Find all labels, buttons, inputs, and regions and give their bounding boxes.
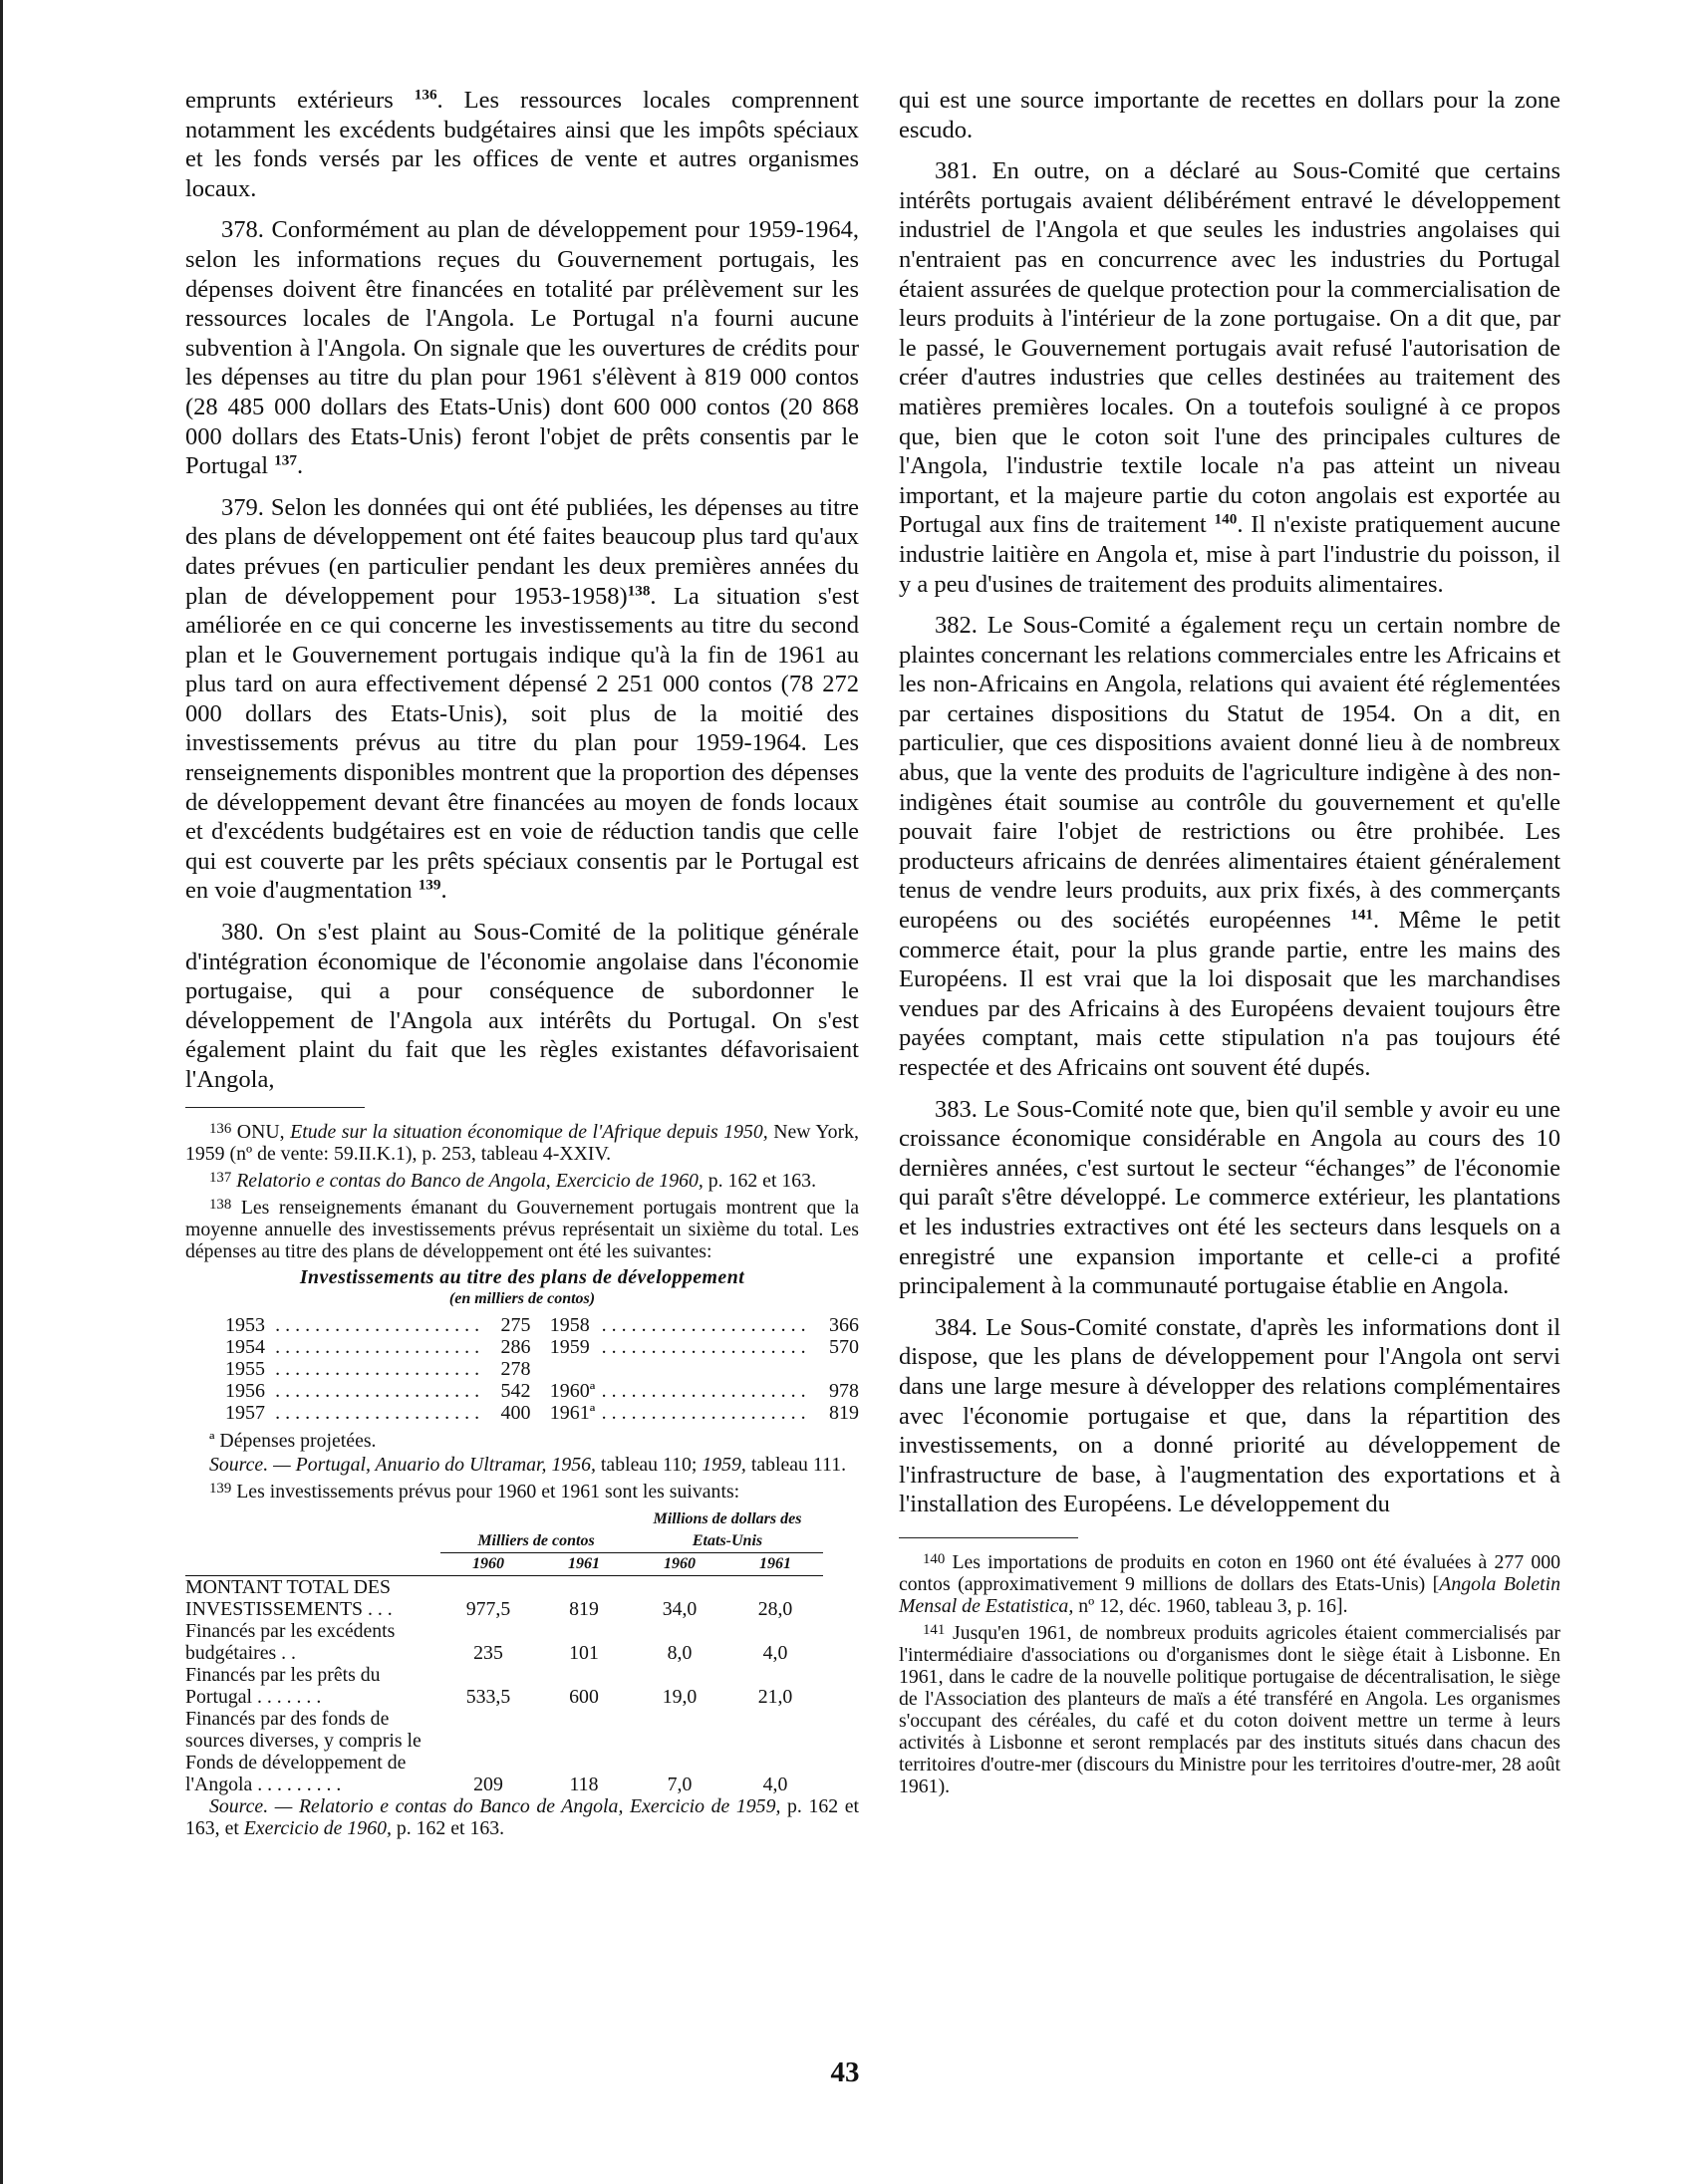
year-cell: 1959 xyxy=(549,1336,590,1359)
year-header: 1960 xyxy=(632,1553,727,1576)
footnote-ref[interactable]: 136 xyxy=(414,86,437,104)
footnotes-left xyxy=(185,1107,859,1840)
value-cell: 4,0 xyxy=(762,1642,788,1665)
value-cell: 275 xyxy=(500,1314,531,1337)
footnote-ref[interactable]: 140 xyxy=(1214,510,1238,528)
leader-dots: . . . . . . . . . . . . . . . . . . . . . xyxy=(601,1314,806,1337)
value-cell: 19,0 xyxy=(662,1686,698,1709)
spacer xyxy=(530,1314,549,1336)
footnote-136: $^{136}$ ONU, Etude sur la situation économique de l'Afrique depuis 1950, New York, 1959 (nº de vente: 59.II.K.1), p. 253, tableau 4-XXIV. xyxy=(185,1120,859,1165)
value-cell: 819 xyxy=(569,1598,599,1621)
spacer xyxy=(530,1402,549,1424)
table-row xyxy=(225,1380,859,1402)
paragraph-383: 383. Le Sous-Comité note que, bien qu'il semble y avoir eu une croissance économique considérable en Angola au cours des 10 dernières années, c'est surtout le secteur “échanges” de l'économie qui paraît s'être développé. Le commerce extérieur, les plantations et les industries extractives ont été les secteurs dans lesquels on a enregistré une expansion importante et celle-ci a profité principalement à la communauté portugaise établie en Angola. xyxy=(899,1095,1560,1300)
value-cell: 4,0 xyxy=(762,1774,788,1796)
value-cell: 278 xyxy=(500,1358,531,1381)
value-cell: 8,0 xyxy=(667,1642,693,1665)
footnote-138: $^{138}$ Les renseignements émanant du Gouvernement portugais montrent que la moyenne annuelle des investissements prévus représentait un sixième du total. Les dépenses au titre des plans de développement ont été les suivantes: xyxy=(185,1196,859,1263)
planned-investments-table xyxy=(185,1508,823,1795)
year-cell: 1954 xyxy=(225,1336,265,1359)
table-row xyxy=(225,1358,859,1380)
leader-dots: . . . . . . . . . . . . . . . . . . . . . xyxy=(275,1402,480,1425)
value-cell: 819 xyxy=(829,1402,859,1425)
right-column xyxy=(899,86,1560,1799)
value-cell: 542 xyxy=(500,1380,531,1403)
footnote-rule xyxy=(185,1107,365,1108)
row-label: Financés par les prêts du Portugal . . . . . . . xyxy=(185,1664,381,1709)
value-cell: 21,0 xyxy=(757,1686,793,1709)
paragraph-continued-right: qui est une source importante de recettes en dollars pour la zone escudo. xyxy=(899,87,1560,143)
header-dollars: Millions de dollars des Etats-Unis xyxy=(632,1508,823,1553)
paragraph-continued: emprunts extérieurs $^{136}$. Les ressources locales comprennent notamment les excédents budgétaires ainsi que les impôts spéciaux et les fonds versés par les offices de vente et autres organismes locaux. xyxy=(185,86,859,202)
table1-title: Investissements au titre des plans de développement xyxy=(299,1266,745,1289)
leader-dots: . . . . . . . . . . . . . . . . . . . . . xyxy=(275,1336,480,1359)
header-contos: Milliers de contos xyxy=(440,1508,632,1553)
footnote-ref[interactable]: 139 xyxy=(418,877,441,895)
value-cell: 977,5 xyxy=(465,1598,511,1621)
year-cell: 1955 xyxy=(225,1358,265,1381)
value-cell: 209 xyxy=(473,1774,503,1796)
value-cell: 235 xyxy=(473,1642,503,1665)
investment-table xyxy=(225,1314,859,1424)
paragraph-379: 379. Selon les données qui ont été publiées, les dépenses au titre des plans de développement ont été faites beaucoup plus tard qu'aux dates prévues (en particulier pendant les deux premières années du plan de développement pour 1953-1958)$^{138}$. La situation s'est améliorée en ce qui concerne les investissements au titre du second plan et le Gouvernement portugais indique qu'à la fin de 1961 au plus tard on aura effectivement dépensé 2 251 000 contos (78 272 000 dollars des Etats-Unis), soit plus de la moitié des investissements prévus au titre du plan pour 1959-1964. Les renseignements disponibles montrent que la proportion des dépenses de développement devant être financées au moyen de fonds locaux et d'excédents budgétaires est en voie de réduction tandis que celle qui est couverte par les prêts spéciaux consentis par le Portugal est en voie d'augmentation $^{139}$. xyxy=(185,493,860,905)
row-label: Financés par des fonds de sources diverses, y compris le Fonds de développement de l'Angola . . . . . . . . . xyxy=(185,1708,422,1796)
value-cell: 570 xyxy=(829,1336,859,1359)
footnote-141: $^{141}$ Jusqu'en 1961, de nombreux produits agricoles étaient commercialisés par l'intermédiaire d'associations ou d'organismes dont le siège était à Lisbonne. En 1961, dans le cadre de la nouvelle politique portugaise de décentralisation, le siège de l'Association des planteurs de maïs a été transféré en Angola. Les organismes s'occupant des céréales, du café et du coton doivent mettre un terme à leurs activités à Lisbonne et seront remplacés par des instituts situés dans chacun des territoires d'outre-mer (discours du Ministre pour les territoires d'outre-mer, 28 août 1961). xyxy=(899,1622,1561,1798)
value-cell: 400 xyxy=(500,1402,531,1425)
year-cell: 1957 xyxy=(225,1402,265,1425)
table1-subtitle: (en milliers de contos) xyxy=(448,1290,596,1308)
value-cell: 286 xyxy=(500,1336,531,1359)
table-row xyxy=(225,1402,859,1424)
leader-dots: . . . . . . . . . . . . . . . . . . . . . xyxy=(601,1336,806,1359)
year-cell: 1961ª xyxy=(549,1402,596,1425)
value-cell: 978 xyxy=(829,1380,859,1403)
table-row xyxy=(185,1708,823,1795)
page-number: 43 xyxy=(830,2056,860,2088)
leader-dots: . . . . . . . . . . . . . . . . . . . . . xyxy=(275,1380,480,1403)
table-row xyxy=(185,1576,823,1621)
row-label: Financés par les excédents budgétaires . . xyxy=(185,1620,396,1665)
footnote-ref[interactable]: 138 xyxy=(627,582,651,600)
year-cell: 1956 xyxy=(225,1380,265,1403)
table1-note: ª Dépenses projetées. xyxy=(209,1430,377,1453)
year-header: 1961 xyxy=(536,1553,632,1576)
table-row xyxy=(225,1314,859,1336)
table2-source: Source. — Relatorio e contas do Banco de Angola, Exercicio de 1959, p. 162 et 163, et Exercicio de 1960, p. 162 et 163. xyxy=(185,1795,860,1840)
value-cell xyxy=(806,1358,859,1380)
table1-source: Source. — Portugal, Anuario do Ultramar, 1956, tableau 110; 1959, tableau 111. xyxy=(209,1454,847,1477)
spacer xyxy=(530,1336,549,1358)
spacer xyxy=(530,1380,549,1402)
table-row xyxy=(185,1620,823,1664)
footnote-ref[interactable]: 141 xyxy=(1350,906,1373,924)
footnote-137: $^{137}$ Relatorio e contas do Banco de Angola, Exercicio de 1960, p. 162 et 163. xyxy=(209,1169,817,1192)
footnote-rule xyxy=(899,1537,1078,1538)
year-cell: 1958 xyxy=(549,1314,590,1337)
value-cell: 7,0 xyxy=(667,1774,693,1796)
value-cell: 366 xyxy=(829,1314,859,1337)
paragraph-382: 382. Le Sous-Comité a également reçu un certain nombre de plaintes concernant les relations commerciales entre les Africains et les non-Africains en Angola, relations qui avaient été réglementées par certaines dispositions du Statut de 1954. On a dit, en particulier, que ces dispositions avaient donné lieu à de nombreux abus, que la vente des produits de l'agriculture indigène à des non-indigènes était soumise au contrôle du gouvernement et qu'elle pouvait faire l'objet de restrictions ou être prohibée. Les producteurs africains de denrées alimentaires étaient généralement tenus de vendre leurs produits, aux prix fixés, à des commerçants européens ou des sociétés européennes $^{141}$. Même le petit commerce était, pour la plus grande partie, entre les mains des Européens. Il est vrai que la loi disposait que les marchandises vendues par des Africains à des Européens devaient toujours être payées comptant, mais cette stipulation n'a pas toujours été respectée et des Africains ont souvent été dupés. xyxy=(899,612,1560,1081)
value-cell: 118 xyxy=(569,1774,599,1796)
footnote-ref[interactable]: 137 xyxy=(274,451,297,469)
year-cell xyxy=(550,1358,602,1380)
paragraph-384: 384. Le Sous-Comité constate, d'après les informations dont il dispose, que les plans de développement pour l'Angola ont servi dans une large mesure à développer des relations complémentaires avec l'économie portugaise et que, dans la répartition des investissements, on a donné priorité au développement de l'infrastructure de base, à l'augmentation des exportations et à l'installation des Européens. Le développement du xyxy=(899,1313,1560,1518)
leader-dots: . . . . . . . . . . . . . . . . . . . . . xyxy=(601,1402,806,1425)
paragraph-381: 381. En outre, on a déclaré au Sous-Comité que certains intérêts portugais avaient délibérément entravé le développement industriel de l'Angola et que seules les industries angolaises qui n'entraient pas en concurrence avec les industries du Portugal étaient assurées de quelque protection pour la commercialisation de leurs produits à l'intérieur de la zone portugaise. On a dit que, par le passé, le Gouvernement portugais avait refusé l'autorisation de créer d'autres industries que celles destinées au traitement des matières premières locales. On a toutefois souligné à ce propos que, bien que le coton soit l'une des principales cultures de l'Angola, l'industrie textile locale n'a pas atteint un niveau important, et la majeure partie du coton angolais est exportée au Portugal aux fins de traitement $^{140}$. Il n'existe pratiquement aucune industrie laitière en Angola et, mise à part l'industrie du poisson, il y a peu d'usines de traitement des produits alimentaires. xyxy=(899,157,1560,598)
year-cell: 1953 xyxy=(225,1314,265,1337)
value-cell: 101 xyxy=(569,1642,599,1665)
value-cell: 28,0 xyxy=(757,1598,793,1621)
value-cell: 34,0 xyxy=(662,1598,698,1621)
year-header: 1961 xyxy=(727,1553,823,1576)
footnote-140: $^{140}$ Les importations de produits en coton en 1960 ont été évaluées à 277 000 contos (approximativement 9 millions de dollars des Etats-Unis) [Angola Boletin Mensal de Estatistica, nº 12, déc. 1960, tableau 3, p. 16]. xyxy=(899,1550,1561,1618)
leader-dots: . . . . . . . . . . . . . . . . . . . . . xyxy=(275,1314,480,1337)
leader-dots: . . . . . . . . . . . . . . . . . . . . . xyxy=(275,1358,480,1381)
left-column xyxy=(185,86,859,1841)
paragraph-378: 378. Conformément au plan de développement pour 1959-1964, selon les informations reçues du Gouvernement portugais, les dépenses doivent être financées en totalité par prélèvement sur les ressources locales de l'Angola. Le Portugal n'a fourni aucune subvention à l'Angola. On signale que les ouvertures de crédits pour les dépenses au titre du plan pour 1961 s'élèvent à 819 000 contos (28 485 000 dollars des Etats-Unis) dont 600 000 contos (20 868 000 dollars des Etats-Unis) feront l'objet de prêts consentis par le Portugal $^{137}$. xyxy=(185,216,859,480)
year-cell: 1960ª xyxy=(549,1380,596,1403)
row-label: MONTANT TOTAL DES INVESTISSEMENTS . . . xyxy=(185,1576,393,1621)
table-row xyxy=(185,1664,823,1708)
leader-dots: . . . . . . . . . . . . . . . . . . . . . xyxy=(601,1380,806,1403)
spacer xyxy=(530,1358,549,1380)
paragraph-380: 380. On s'est plaint au Sous-Comité de la politique générale d'intégration économique de l'économie angolaise dans l'économie portugaise, qui a pour conséquence de subordonner le développement de l'Angola aux intérêts du Portugal. On s'est également plaint du fait que les règles existantes défavorisaient l'Angola, xyxy=(185,919,859,1093)
footnotes-right xyxy=(899,1537,1560,1797)
table-row xyxy=(225,1336,859,1358)
leader-dots xyxy=(602,1358,806,1380)
value-cell: 533,5 xyxy=(465,1686,511,1709)
footnote-139: $^{139}$ Les investissements prévus pour 1960 et 1961 sont les suivants: xyxy=(209,1481,740,1503)
page-edge-line xyxy=(0,0,3,2184)
year-header: 1960 xyxy=(440,1553,536,1576)
value-cell: 600 xyxy=(569,1686,599,1709)
